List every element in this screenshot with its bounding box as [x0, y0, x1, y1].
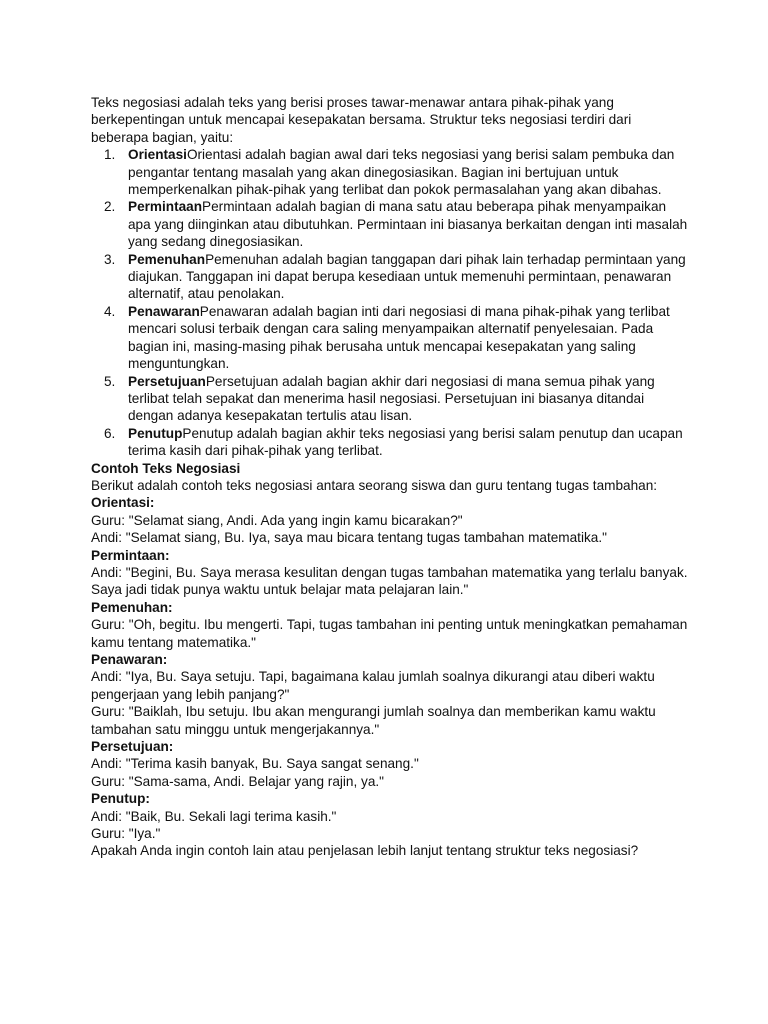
- structure-item-penutup: [91, 425, 691, 460]
- structure-item-permintaan: [91, 198, 691, 250]
- example-intro: Berikut adalah contoh teks negosiasi antara seorang siswa dan guru tentang tugas tambahan:: [91, 477, 658, 493]
- section-heading-penutup: Penutup:: [91, 791, 150, 807]
- section-heading-permintaan: Permintaan:: [91, 547, 170, 563]
- structure-item-persetujuan: [91, 373, 691, 425]
- dialogue-line: Guru: "Sama-sama, Andi. Belajar yang rajin, ya.": [91, 773, 384, 789]
- structure-description: Penutup adalah bagian akhir teks negosiasi yang berisi salam penutup dan ucapan terima kasih dari pihak-pihak yang terlibat.: [128, 425, 683, 459]
- structure-item-orientasi: [91, 146, 691, 198]
- structure-description: Persetujuan adalah bagian akhir dari negosiasi di mana semua pihak yang terlibat telah sepakat dan menerima hasil negosiasi. Persetujuan ini biasanya ditandai dengan adanya kesepakatan tertulis atau lisan.: [128, 373, 655, 424]
- section-heading-orientasi: Orientasi:: [91, 495, 155, 511]
- dialogue-line: Guru: "Iya.": [91, 826, 161, 842]
- structure-description: Penawaran adalah bagian inti dari negosiasi di mana pihak-pihak yang terlibat mencari solusi terbaik dengan cara saling menyampaikan alternatif penyelesaian. Pada bagian ini, masing-masing pihak berusaha untuk mencapai kesepakatan yang saling menguntungkan.: [128, 303, 670, 372]
- list-number: 3.: [104, 251, 116, 267]
- structure-term: Penutup: [128, 425, 183, 441]
- list-number: 4.: [104, 303, 116, 319]
- section-heading-pemenuhan: Pemenuhan:: [91, 599, 173, 615]
- structure-item-pemenuhan: [91, 251, 691, 303]
- dialogue-line: Guru: "Selamat siang, Andi. Ada yang ingin kamu bicarakan?": [91, 512, 463, 528]
- dialogue-line: Andi: "Iya, Bu. Saya setuju. Tapi, bagaimana kalau jumlah soalnya dikurangi atau diberi waktu pengerjaan yang lebih panjang?": [91, 669, 655, 702]
- list-number: 6.: [104, 425, 116, 441]
- structure-item-penawaran: [91, 303, 691, 373]
- section-heading-penawaran: Penawaran:: [91, 652, 168, 667]
- structure-term: Persetujuan: [128, 373, 206, 389]
- intro-paragraph: Teks negosiasi adalah teks yang berisi proses tawar-menawar antara pihak-pihak yang berkepentingan untuk mencapai kesepakatan bersama. Struktur teks negosiasi terdiri dari beberapa bagian, yaitu:: [91, 95, 632, 145]
- dialogue-line: Guru: "Baiklah, Ibu setuju. Ibu akan mengurangi jumlah soalnya dan memberikan kamu waktu tambahan satu minggu untuk mengerjakannya.": [91, 704, 656, 737]
- dialogue-line: Andi: "Baik, Bu. Sekali lagi terima kasih.": [91, 808, 337, 824]
- structure-term: Penawaran: [128, 303, 200, 319]
- structure-description: Permintaan adalah bagian di mana satu atau beberapa pihak menyampaikan apa yang diinginkan atau dibutuhkan. Permintaan ini biasanya berkaitan dengan inti masalah yang sedang dinegosiasikan.: [128, 199, 688, 250]
- closing-question: Apakah Anda ingin contoh lain atau penjelasan lebih lanjut tentang struktur teks negosiasi?: [91, 843, 639, 859]
- dialogue-line: Andi: "Selamat siang, Bu. Iya, saya mau bicara tentang tugas tambahan matematika.": [91, 530, 607, 546]
- structure-description: Orientasi adalah bagian awal dari teks negosiasi yang berisi salam pembuka dan pengantar tentang masalah yang akan dinegosiasikan. Bagian ini bertujuan untuk memperkenalkan pihak-pihak yang terlibat dan pokok permasalahan yang akan dibahas.: [128, 147, 675, 198]
- list-number: 5.: [104, 373, 116, 389]
- structure-term: Permintaan: [128, 199, 203, 215]
- example-title: Contoh Teks Negosiasi: [91, 460, 241, 476]
- structure-description: Pemenuhan adalah bagian tanggapan dari pihak lain terhadap permintaan yang diajukan. Tanggapan ini dapat berupa kesediaan untuk memenuhi permintaan, penawaran alternatif, atau penolakan.: [128, 251, 686, 302]
- dialogue-line: Andi: "Begini, Bu. Saya merasa kesulitan dengan tugas tambahan matematika yang terlalu banyak. Saya jadi tidak punya waktu untuk belajar mata pelajaran lain.": [91, 564, 688, 598]
- section-heading-persetujuan: Persetujuan:: [91, 739, 174, 755]
- list-number: 2.: [104, 199, 116, 215]
- dialogue-line: Andi: "Terima kasih banyak, Bu. Saya sangat senang.": [91, 756, 419, 772]
- structure-term: Pemenuhan: [128, 251, 206, 267]
- list-number: 1.: [104, 147, 116, 163]
- structure-list: [91, 146, 691, 459]
- document-body: [91, 94, 691, 860]
- structure-term: Orientasi: [128, 147, 187, 163]
- dialogue-line: Guru: "Oh, begitu. Ibu mengerti. Tapi, tugas tambahan ini penting untuk meningkatkan pemahaman kamu tentang matematika.": [91, 617, 688, 650]
